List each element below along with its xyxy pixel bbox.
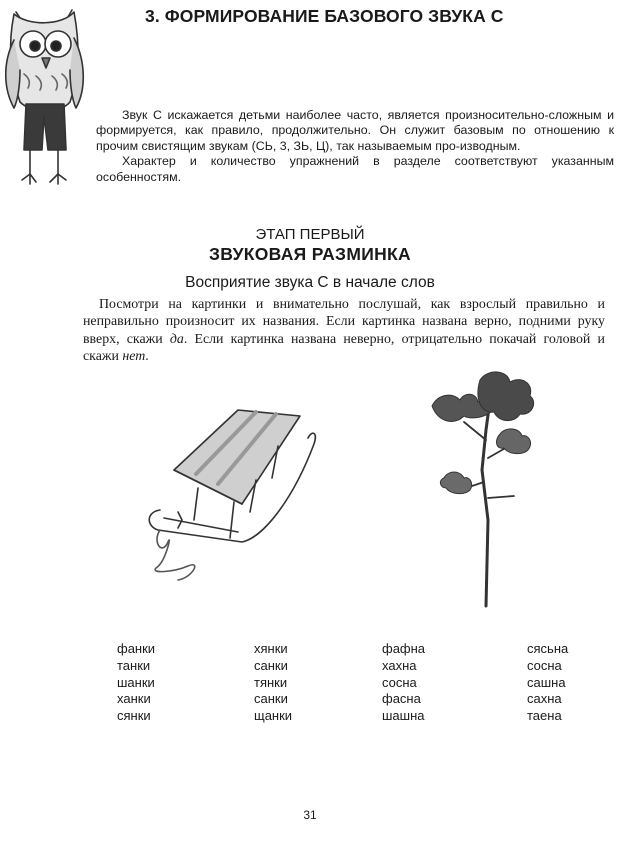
word-item: тянки	[254, 674, 288, 690]
exercise-instruction	[83, 296, 605, 366]
word-yes: да	[169, 331, 184, 347]
word-item: фасна	[382, 691, 421, 707]
word-item: фанки	[117, 641, 156, 656]
stage-title: ЗВУКОВАЯ РАЗМИНКА	[209, 244, 411, 264]
exercise-title: Восприятие звука С в начале слов	[185, 274, 435, 291]
word-item: щанки	[254, 708, 293, 724]
pine-tree-icon	[424, 370, 554, 608]
word-item: таена	[527, 708, 562, 724]
owl-icon	[2, 4, 88, 190]
intro-text	[96, 108, 614, 185]
stage-label: ЭТАП ПЕРВЫЙ	[255, 226, 365, 243]
word-item: ханки	[117, 691, 151, 707]
word-column	[527, 641, 568, 725]
word-item: сясьна	[527, 641, 569, 656]
word-column	[382, 641, 425, 725]
word-item: сахна	[527, 691, 562, 707]
word-item: сосна	[527, 657, 562, 673]
word-item: сосна	[382, 674, 417, 690]
word-item: санки	[254, 691, 288, 707]
word-column	[254, 641, 292, 725]
word-item: сянки	[117, 708, 151, 724]
sled-icon	[138, 392, 330, 602]
word-item: шашна	[382, 708, 425, 724]
word-item: хахна	[382, 657, 417, 673]
word-item: сашна	[527, 674, 566, 690]
instruction-text: .	[145, 349, 149, 365]
word-item: санки	[254, 657, 288, 673]
word-item: танки	[117, 657, 151, 673]
word-item: фафна	[382, 641, 426, 656]
intro-paragraph: Звук С искажается детьми наиболее часто, является произносительно-сложным и формируется, как правило, продолжительно. Он служит базовым по отношению к прочим свистящим звукам (СЬ, 3, ЗЬ, Ц), так называемым про-изводным.	[96, 108, 614, 153]
word-item: хянки	[254, 641, 288, 656]
page-number: 31	[303, 808, 317, 822]
word-column	[117, 641, 155, 725]
chapter-title: 3. ФОРМИРОВАНИЕ БАЗОВОГО ЗВУКА С	[145, 6, 504, 26]
intro-paragraph: Характер и количество упражнений в разделе соответствуют указанным особенностям.	[96, 154, 614, 184]
instruction-text: Посмотри на картинки и внимательно послушай, как взрослый правильно и неправильно произносит их названия. Если картинка названа верно, подними руку вверх, скажи	[83, 297, 605, 347]
instruction-paragraph	[83, 296, 605, 366]
word-no: нет	[122, 349, 146, 365]
word-item: шанки	[117, 674, 155, 690]
instruction-text: . Если картинка названа неверно, отрицательно покачай головой и скажи	[83, 331, 605, 365]
